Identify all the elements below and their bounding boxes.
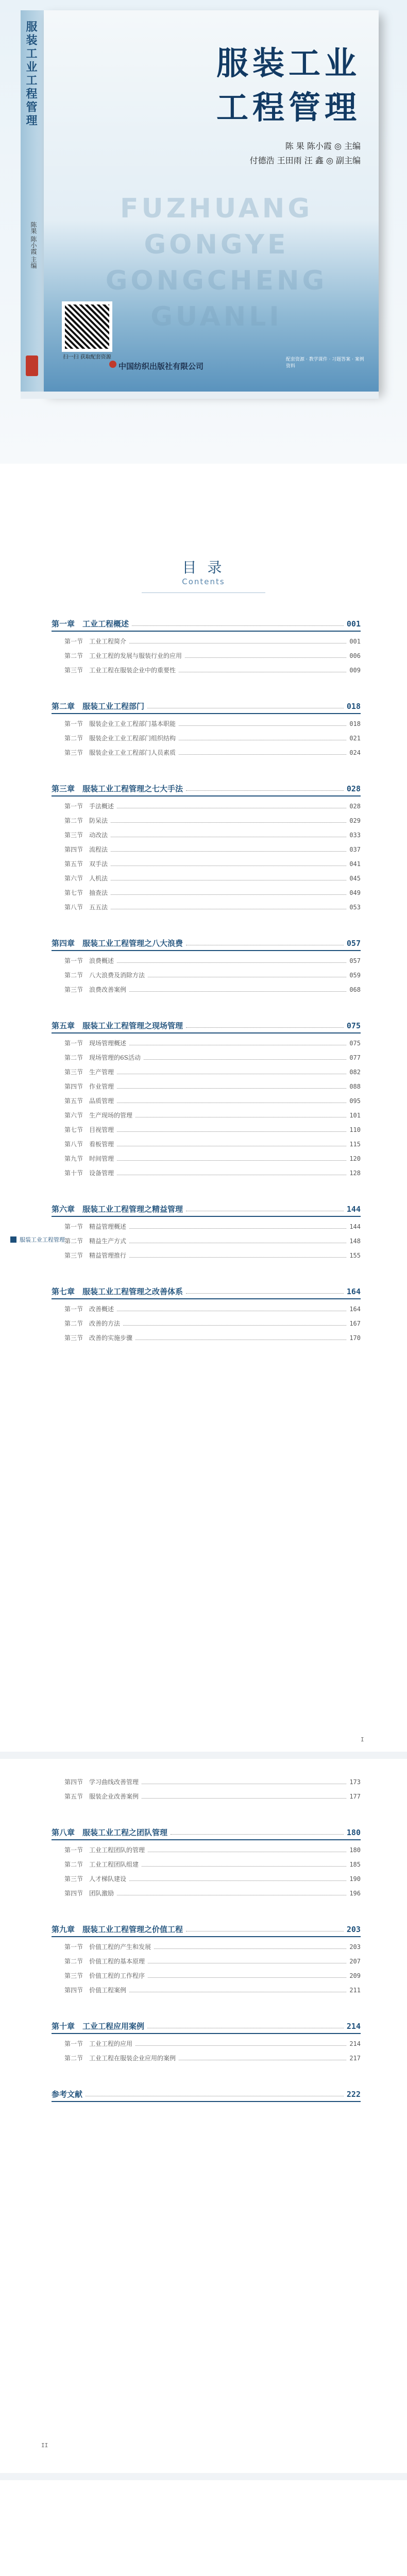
toc-section-row[interactable]	[64, 1333, 361, 1342]
toc-chapter-rule	[52, 2101, 361, 2102]
toc-row-label: 第三节 工业工程在服装企业中的重要性	[64, 667, 176, 674]
toc-section-row[interactable]	[64, 734, 361, 742]
qr-caption: 扫一扫 获取配套资源	[63, 354, 111, 360]
running-head-mark	[10, 1236, 16, 1243]
toc-chapter-rule	[52, 950, 361, 951]
cover-title-line2: 工程管理	[216, 89, 361, 126]
toc-row-label: 参考文献	[52, 2090, 83, 2099]
toc-row-label: 第二节 精益生产方式	[64, 1238, 127, 1245]
toc-section-row[interactable]	[64, 1125, 361, 1134]
cover-authors-editors: 陈 果 陈小霞 ◎ 主编	[285, 141, 361, 151]
toc-section-row[interactable]	[64, 1082, 361, 1091]
toc-row-leader	[186, 786, 344, 791]
toc-row-page: 082	[349, 1068, 361, 1076]
toc-row-label: 第四节 作业管理	[64, 1083, 114, 1090]
toc-row-label: 第六章 服装工业工程管理之精益管理	[52, 1205, 183, 1214]
toc-row-page: 128	[349, 1169, 361, 1177]
toc-row-page: 144	[346, 1204, 361, 1214]
toc-row-page: 101	[349, 1111, 361, 1119]
toc-section-row[interactable]	[64, 637, 361, 646]
toc-row-label: 第五章 服装工业工程管理之现场管理	[52, 1021, 183, 1030]
toc-row-leader	[179, 721, 346, 726]
toc-row-label: 第五节 服装企业改善案例	[64, 1793, 139, 1800]
toc-row-leader	[129, 639, 346, 643]
toc-row-page: 203	[346, 1924, 361, 1934]
toc-section-row[interactable]	[64, 985, 361, 994]
toc-row-page: 110	[349, 1126, 361, 1133]
toc-row-leader	[148, 1959, 346, 1963]
toc-row-leader	[179, 668, 346, 672]
toc-chapter-rule	[52, 713, 361, 714]
toc-chapter-row[interactable]	[52, 1924, 361, 1935]
toc-chapter-row[interactable]	[52, 2089, 361, 2099]
toc-row-leader	[186, 1289, 344, 1294]
toc-row-leader	[142, 1862, 346, 1867]
qr-code-icon	[62, 301, 112, 352]
cover-authors-associate: 付德浩 王田雨 汪 鑫 ◎ 副主编	[249, 156, 361, 165]
toc-chapter-row[interactable]	[52, 938, 361, 948]
toc-section-row[interactable]	[64, 816, 361, 825]
toc-row-label: 第九节 时间管理	[64, 1155, 114, 1162]
toc-row-label: 第十章 工业工程应用案例	[52, 2022, 145, 2031]
toc-title: 目 录	[182, 559, 225, 576]
toc-row-page: 045	[349, 874, 361, 882]
toc-row-page: 057	[349, 957, 361, 964]
toc-row-leader	[154, 1944, 346, 1949]
toc-row-leader	[186, 941, 344, 945]
toc-row-leader	[111, 876, 346, 880]
toc-section-row[interactable]	[64, 1942, 361, 1951]
toc-chapter-row[interactable]	[52, 1020, 361, 1031]
toc-row-label: 第一节 工业工程简介	[64, 638, 127, 645]
cover-note: 配套资源 · 教学课件 · 习题答案 · 案例资料	[286, 357, 364, 369]
toc-row-page: 190	[349, 1875, 361, 1883]
toc-row-leader	[117, 804, 346, 808]
toc-row-label: 第五节 品质管理	[64, 1097, 114, 1105]
toc-row-page: 209	[349, 1972, 361, 1979]
toc-row-label: 第三节 精益管理推行	[64, 1252, 127, 1259]
toc-row-leader	[179, 736, 346, 740]
toc-chapter-row[interactable]	[52, 1204, 361, 1214]
toc-section-row[interactable]	[64, 1236, 361, 1245]
toc-section-row[interactable]	[64, 1039, 361, 1047]
toc-row-page: 028	[349, 802, 361, 810]
toc-section-row[interactable]	[64, 1154, 361, 1163]
toc-section-row[interactable]	[64, 719, 361, 728]
toc-row-label: 第一节 工业工程团队的管理	[64, 1846, 145, 1854]
page-number-2: II	[41, 2442, 48, 2449]
toc-row-leader	[117, 1171, 346, 1175]
toc-row-leader	[179, 2056, 346, 2060]
toc-section-row[interactable]	[64, 1222, 361, 1231]
toc-section-row[interactable]	[64, 651, 361, 660]
toc-row-label: 第三节 改善的实施步骤	[64, 1334, 133, 1342]
toc-row-label: 第九章 服装工业工程管理之价值工程	[52, 1925, 183, 1934]
toc-row-label: 第二节 改善的方法	[64, 1320, 121, 1327]
toc-section-row[interactable]	[64, 1845, 361, 1854]
toc-row-leader	[117, 1156, 346, 1161]
toc-row-label: 第三章 服装工业工程管理之七大手法	[52, 784, 183, 793]
cover-title	[175, 41, 361, 130]
toc-chapter-rule	[52, 1032, 361, 1033]
toc-row-page: 088	[349, 1082, 361, 1090]
page-divider-2	[0, 2473, 407, 2480]
toc-chapter-row[interactable]	[52, 783, 361, 794]
toc-row-page: 180	[346, 1827, 361, 1837]
toc-section-row[interactable]	[64, 1889, 361, 1897]
running-head: 服装工业工程管理	[20, 1236, 65, 1243]
cover-title-line1: 服装工业	[216, 44, 361, 82]
toc-row-label: 第一节 服装企业工业工程部门基本职能	[64, 720, 176, 727]
toc-section-row[interactable]	[64, 903, 361, 911]
toc-section-row[interactable]	[64, 1251, 361, 1260]
toc-row-label: 第一节 现场管理概述	[64, 1040, 127, 1047]
toc-row-page: 033	[349, 831, 361, 839]
toc-row-label: 第三节 价值工程的工作程序	[64, 1972, 145, 1979]
toc-row-label: 第三节 浪费改善案例	[64, 986, 127, 993]
toc-row-leader	[117, 1891, 346, 1895]
toc-section-row[interactable]	[64, 666, 361, 674]
toc-row-page: 203	[349, 1943, 361, 1951]
toc-row-page: 170	[349, 1334, 361, 1342]
toc-row-page: 180	[349, 1846, 361, 1854]
toc-row-label: 第二节 工业工程的发展与服装行业的应用	[64, 652, 182, 659]
toc-row-page: 009	[349, 666, 361, 674]
toc-row-leader	[123, 1321, 346, 1326]
toc-row-page: 028	[346, 784, 361, 793]
toc-section-row[interactable]	[64, 1986, 361, 1994]
toc-row-leader	[111, 890, 346, 895]
toc-row-leader	[147, 704, 344, 708]
toc-row-page: 214	[349, 2040, 361, 2047]
publisher-logo-icon	[26, 355, 38, 376]
toc-row-leader	[111, 905, 346, 909]
toc-row-leader	[135, 1335, 346, 1340]
toc-section-row[interactable]	[64, 1874, 361, 1883]
toc-row-leader	[142, 1780, 346, 1784]
toc-row-leader	[117, 1098, 346, 1103]
toc-row-page: 185	[349, 1860, 361, 1868]
book-bottom-edge	[21, 392, 379, 399]
toc-row-label: 第一章 工业工程概述	[52, 619, 129, 629]
toc-row-label: 第三节 生产管理	[64, 1069, 114, 1076]
toc-section-row[interactable]	[64, 971, 361, 979]
toc-row-label: 第二章 服装工业工程部门	[52, 702, 145, 711]
toc-section-row[interactable]	[64, 1053, 361, 1062]
toc-section-row[interactable]	[64, 2039, 361, 2048]
toc-section-row[interactable]	[64, 859, 361, 868]
toc-row-label: 第十节 设备管理	[64, 1170, 114, 1177]
toc-row-label: 第八节 看板管理	[64, 1141, 114, 1148]
toc-chapter-row[interactable]	[52, 2021, 361, 2031]
toc-row-label: 第三节 人才梯队建设	[64, 1875, 127, 1883]
toc-row-leader	[179, 750, 346, 755]
cover-pinyin-watermark: FUZHUANG GONGYE GONGCHENG GUANLI	[105, 193, 328, 332]
toc-row-leader	[144, 1055, 346, 1060]
toc-section-row[interactable]	[64, 1957, 361, 1965]
toc-row-leader	[186, 1207, 344, 1211]
toc-row-label: 第一节 手法概述	[64, 803, 114, 810]
toc-section-row[interactable]	[64, 1304, 361, 1313]
toc-row-page: 173	[349, 1778, 361, 1786]
toc-chapter-row[interactable]	[52, 618, 361, 629]
toc-section-row[interactable]	[64, 748, 361, 757]
toc-row-page: 207	[349, 1957, 361, 1965]
toc-section-row[interactable]	[64, 888, 361, 897]
toc-row-page: 148	[349, 1237, 361, 1245]
toc-section-row[interactable]	[64, 1777, 361, 1786]
toc-row-label: 第二节 八大浪费及消除方法	[64, 972, 145, 979]
toc-row-label: 第一节 精益管理概述	[64, 1223, 127, 1230]
toc-row-label: 第五节 双手法	[64, 860, 108, 868]
toc-row-leader	[186, 1023, 344, 1028]
toc-row-label: 第七节 目视管理	[64, 1126, 114, 1133]
toc-row-label: 第二节 防呆法	[64, 817, 108, 824]
toc-row-label: 第三节 服装企业工业工程部门人员素质	[64, 749, 176, 756]
toc-section-row[interactable]	[64, 1319, 361, 1328]
toc-row-label: 第一节 改善概述	[64, 1306, 114, 1313]
toc-section-row[interactable]	[64, 1168, 361, 1177]
toc-chapter-rule	[52, 1936, 361, 1937]
toc-row-page: 001	[346, 619, 361, 629]
toc-chapter-rule	[52, 795, 361, 796]
toc-row-page: 053	[349, 903, 361, 911]
toc-row-label: 第二节 现场管理的6S活动	[64, 1054, 141, 1061]
toc-row-leader	[117, 1142, 346, 1146]
toc-row-page: 059	[349, 971, 361, 979]
toc-section-row[interactable]	[64, 1067, 361, 1076]
page-number: I	[361, 1736, 364, 1743]
toc-row-leader	[129, 1224, 346, 1229]
toc-row-leader	[185, 653, 346, 658]
toc-row-label: 第三节 动改法	[64, 832, 108, 839]
toc-chapter-rule	[52, 1298, 361, 1299]
toc-row-page: 144	[349, 1223, 361, 1230]
toc-title-rule	[142, 592, 265, 593]
toc-row-page: 155	[349, 1251, 361, 1259]
toc-row-page: 120	[349, 1155, 361, 1162]
toc-row-page: 075	[346, 1021, 361, 1030]
toc-row-leader	[148, 973, 346, 977]
toc-chapter-rule	[52, 1839, 361, 1840]
toc-row-leader	[132, 621, 344, 626]
toc-row-label: 第一节 价值工程的产生和发展	[64, 1943, 151, 1951]
toc-row-page: 164	[349, 1305, 361, 1313]
toc-row-label: 第二节 工业工程团队组建	[64, 1861, 139, 1868]
toc-row-leader	[111, 847, 346, 852]
toc-row-label: 第八节 五五法	[64, 904, 108, 911]
toc-row-leader	[129, 1253, 346, 1258]
toc-row-page: 049	[349, 889, 361, 896]
toc-row-leader	[148, 1973, 346, 1978]
toc-row-page: 095	[349, 1097, 361, 1105]
toc-row-label: 第四节 流程法	[64, 846, 108, 853]
toc-row-label: 第六节 生产现场的管理	[64, 1112, 133, 1119]
toc-section-row[interactable]	[64, 1792, 361, 1801]
toc-row-page: 057	[346, 938, 361, 948]
toc-section-row[interactable]	[64, 1860, 361, 1869]
toc-row-leader	[117, 1307, 346, 1311]
toc-row-leader	[111, 818, 346, 823]
toc-row-leader	[129, 1876, 346, 1881]
toc-row-label: 第六节 人机法	[64, 875, 108, 882]
toc-row-page: 037	[349, 845, 361, 853]
toc-row-page: 196	[349, 1889, 361, 1897]
toc-row-leader	[129, 1239, 346, 1243]
toc-row-page: 006	[349, 652, 361, 659]
toc-row-leader	[117, 1084, 346, 1089]
toc-row-leader	[142, 1794, 346, 1799]
toc-section-row[interactable]	[64, 1096, 361, 1105]
toc-row-page: 211	[349, 1986, 361, 1994]
toc-row-page: 001	[349, 637, 361, 645]
toc-row-label: 第二节 价值工程的基本原理	[64, 1958, 145, 1965]
toc-row-leader	[135, 1113, 346, 1117]
publisher-name: 中国纺织出版社有限公司	[118, 362, 204, 371]
spine-authors: 陈果 陈小霞 主编	[30, 222, 37, 269]
toc-chapter-row[interactable]	[52, 1286, 361, 1297]
toc-row-leader	[148, 1848, 346, 1852]
page-divider	[0, 1752, 407, 1759]
toc-row-leader	[117, 1070, 346, 1074]
toc-section-row[interactable]	[64, 874, 361, 883]
toc-chapter-rule	[52, 1216, 361, 1217]
toc-row-label: 第八章 服装工业工程之团队管理	[52, 1828, 168, 1837]
toc-row-label: 第二节 服装企业工业工程部门组织结构	[64, 735, 176, 742]
toc-section-row[interactable]	[64, 802, 361, 810]
toc-row-label: 第一节 浪费概述	[64, 957, 114, 964]
toc-row-page: 115	[349, 1140, 361, 1148]
toc-row-page: 018	[346, 701, 361, 711]
spine-title: 服装工业工程管理	[24, 21, 38, 128]
toc-chapter-row[interactable]	[52, 1827, 361, 1838]
toc-row-page: 029	[349, 817, 361, 824]
toc-row-label: 第二节 工业工程在服装企业应用的案例	[64, 2055, 176, 2062]
toc-row-leader	[86, 2092, 344, 2096]
toc-row-page: 077	[349, 1054, 361, 1061]
toc-row-page: 075	[349, 1039, 361, 1047]
toc-row-label: 第四节 价值工程案例	[64, 1987, 127, 1994]
toc-chapter-rule	[52, 631, 361, 632]
toc-chapter-rule	[52, 2033, 361, 2034]
toc-row-leader	[117, 1127, 346, 1132]
toc-row-page: 018	[349, 720, 361, 727]
toc-row-page: 024	[349, 749, 361, 756]
toc-row-leader	[117, 958, 346, 963]
toc-row-leader	[171, 1830, 344, 1835]
publisher-icon	[109, 361, 116, 368]
toc-row-page: 164	[346, 1286, 361, 1296]
toc-row-page: 214	[346, 2021, 361, 2031]
cover-authors	[155, 139, 361, 168]
toc-subtitle: Contents	[182, 577, 225, 586]
toc-row-leader	[111, 833, 346, 837]
toc-row-leader	[186, 1927, 344, 1931]
toc-row-page: 217	[349, 2054, 361, 2062]
toc-row-leader	[129, 1988, 346, 1992]
toc-row-label: 第四节 团队激励	[64, 1890, 114, 1897]
toc-chapter-row[interactable]	[52, 701, 361, 711]
toc-row-leader	[129, 987, 346, 992]
toc-section-row[interactable]	[64, 1971, 361, 1980]
toc-row-leader	[129, 1041, 346, 1045]
toc-row-label: 第四章 服装工业工程管理之八大浪费	[52, 939, 183, 948]
toc-row-page: 021	[349, 734, 361, 742]
toc-row-page: 167	[349, 1319, 361, 1327]
toc-row-page: 068	[349, 986, 361, 993]
toc-row-leader	[147, 2024, 344, 2028]
toc-row-label: 第四节 学习曲线改善管理	[64, 1778, 139, 1786]
toc-row-leader	[135, 2041, 346, 2046]
toc-row-label: 第七章 服装工业工程管理之改善体系	[52, 1287, 183, 1296]
toc-row-label: 第七节 抽查法	[64, 889, 108, 896]
toc-row-page: 222	[346, 2089, 361, 2099]
toc-section-row[interactable]	[64, 845, 361, 854]
toc-section-row[interactable]	[64, 1140, 361, 1148]
toc-section-row[interactable]	[64, 1111, 361, 1120]
toc-row-leader	[111, 861, 346, 866]
toc-section-row[interactable]	[64, 831, 361, 839]
toc-row-page: 041	[349, 860, 361, 868]
toc-section-row[interactable]	[64, 956, 361, 965]
toc-section-row[interactable]	[64, 2054, 361, 2062]
toc-row-page: 177	[349, 1792, 361, 1800]
toc-row-label: 第一节 工业工程的应用	[64, 2040, 133, 2047]
